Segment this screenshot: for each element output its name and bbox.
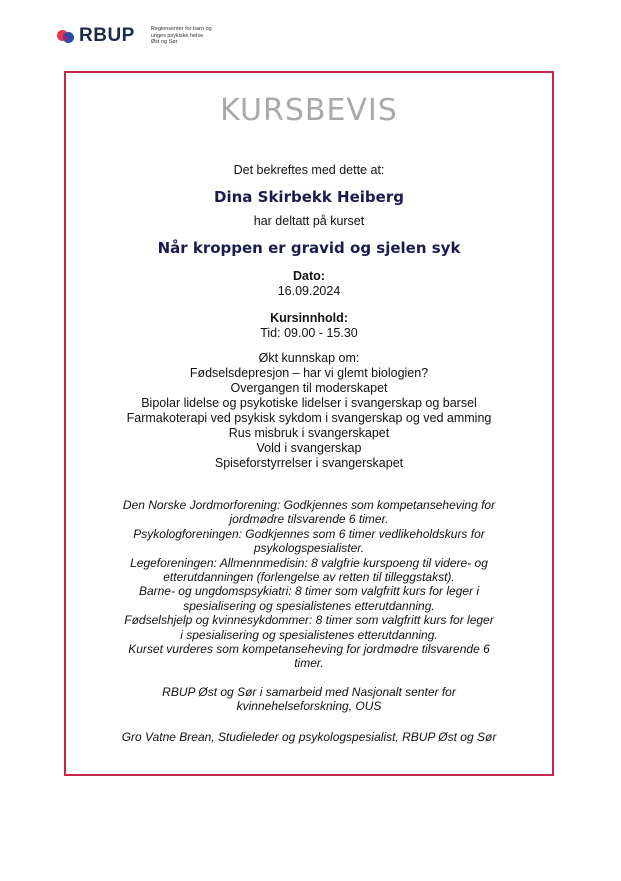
accreditation-line: i spesialisering og spesialistenes etterutdanning. bbox=[180, 627, 438, 642]
topic-item: Fødselsdepresjon – har vi glemt biologien? bbox=[189, 366, 429, 380]
time-line: Tid: 09.00 - 15.30 bbox=[260, 326, 358, 340]
logo-text: RBUP bbox=[79, 25, 135, 46]
signature-line: Gro Vatne Brean, Studieleder og psykologspesialist, RBUP Øst og Sør bbox=[121, 729, 497, 744]
accreditation-line: Kurset vurderes som kompetanseheving for jordmødre tilsvarende 6 bbox=[128, 642, 490, 657]
topic-item: Spiseforstyrrelser i svangerskapet bbox=[214, 456, 404, 470]
collaboration-note: RBUP Øst og Sør i samarbeid med Nasjonalt senter for kvinnehelseforskning, OUS bbox=[162, 684, 456, 714]
accreditation-line: Barne- og ungdomspsykiatri: 8 timer som valgfritt kurs for leger i bbox=[138, 584, 480, 599]
course-title: Når kroppen er gravid og sjelen syk bbox=[157, 239, 461, 257]
topics-intro: Økt kunnskap om: bbox=[258, 351, 360, 365]
accreditation-line: jordmødre tilsvarende 6 timer. bbox=[229, 512, 389, 527]
accreditation-line: Fødselshjelp og kvinnesykdommer: 8 timer som valgfritt kurs for leger bbox=[124, 613, 494, 628]
date-section bbox=[66, 269, 552, 299]
date-value: 16.09.2024 bbox=[277, 284, 341, 298]
topic-item: Rus misbruk i svangerskapet bbox=[228, 426, 390, 440]
certificate-frame bbox=[64, 71, 554, 776]
topic-item: Vold i svangerskap bbox=[256, 441, 362, 455]
rbup-header bbox=[57, 24, 231, 48]
certificate-title: KURSBEVIS bbox=[220, 93, 398, 128]
accreditation-line: timer. bbox=[294, 656, 324, 671]
content-label: Kursinnhold: bbox=[270, 311, 348, 325]
rbup-logo-icon bbox=[57, 27, 75, 45]
topic-item: Overgangen til moderskapet bbox=[230, 381, 388, 395]
topic-item: Farmakoterapi ved psykisk sykdom i svangerskap og ved amming bbox=[126, 411, 492, 425]
accreditation-line: Legeforeningen: Allmennmedisin: 8 valgfrie kurspoeng til videre- og bbox=[130, 555, 488, 570]
accreditation-block bbox=[66, 498, 552, 671]
content-section bbox=[66, 311, 552, 341]
accreditation-line: Den Norske Jordmorforening: Godkjennes som kompetanseheving for bbox=[122, 498, 496, 512]
accreditation-line: etterutdanningen (forlengelse av retten til tilleggstakst). bbox=[163, 570, 455, 585]
topics-list bbox=[66, 351, 552, 471]
confirm-line: Det bekreftes med dette at: bbox=[233, 163, 385, 177]
participant-name: Dina Skirbekk Heiberg bbox=[214, 188, 404, 206]
date-label: Dato: bbox=[293, 269, 325, 283]
accreditation-line: psykologspesialister. bbox=[253, 541, 365, 556]
accreditation-line: spesialisering og spesialistenes etterutdanning. bbox=[183, 598, 435, 613]
organization-name: Regionsenter for barn og unges psykiske helse Øst og Sør bbox=[150, 26, 212, 46]
accreditation-line: Psykologforeningen: Godkjennes som 6 timer vedlikeholdskurs for bbox=[133, 526, 485, 541]
attended-line: har deltatt på kurset bbox=[253, 214, 365, 228]
topic-item: Bipolar lidelse og psykotiske lidelser i svangerskap og barsel bbox=[141, 396, 477, 410]
